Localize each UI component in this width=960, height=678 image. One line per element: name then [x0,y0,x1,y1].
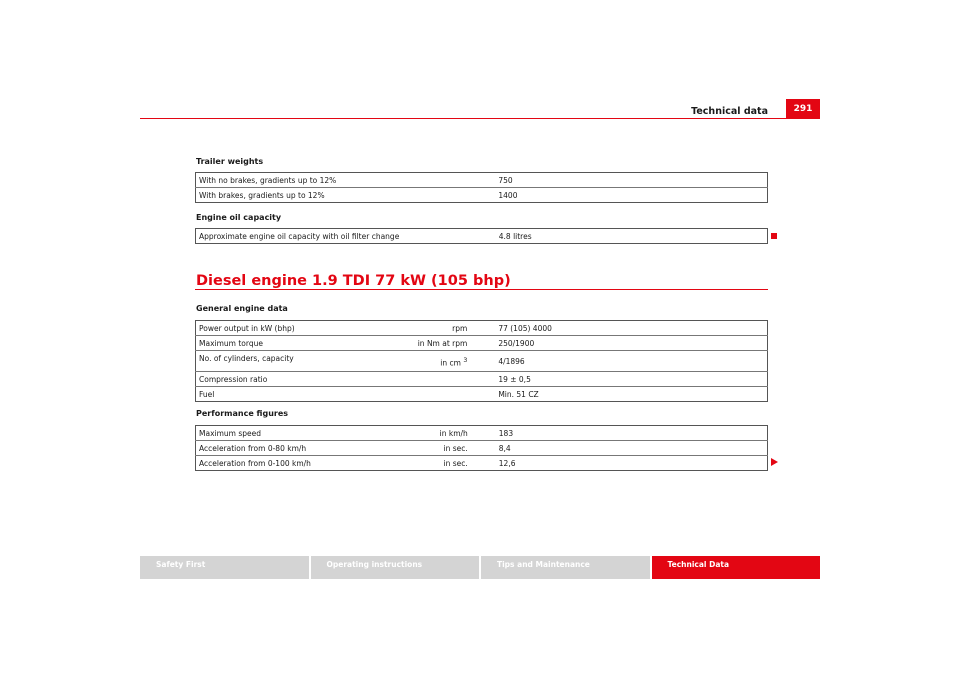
performance-figures-label: Performance figures [196,409,289,418]
row-label: Maximum speed in km/h [196,426,471,441]
row-value: 8,4 [471,441,768,456]
row-value: 1400 [498,190,518,200]
page-number: 291 [786,99,820,119]
row-value: 183 [471,426,768,441]
heading-rule [195,289,768,290]
trailer-weights-table [195,172,768,203]
engine-oil-table [195,228,768,244]
table-row [196,456,768,471]
tab-tips-and-maintenance[interactable]: Tips and Maintenance [479,556,650,579]
row-value: 4/1896 [470,351,767,372]
table-row [196,188,768,203]
row-value: 77 (105) 4000 [470,321,767,336]
row-label: Maximum torque in Nm at rpm [196,336,471,351]
table-row [196,229,768,244]
row-label: Acceleration from 0-100 km/h in sec. [199,458,468,468]
row-label: Acceleration from 0-80 km/h in sec. [196,441,471,456]
table-row [196,321,768,336]
row-value: Min. 51 CZ [498,389,539,399]
table-row [196,387,768,402]
tab-safety-first[interactable]: Safety First [140,556,309,579]
table-row [196,351,768,372]
header-rule [140,118,820,119]
tab-operating-instructions[interactable]: Operating instructions [309,556,480,579]
performance-figures-table [195,425,768,471]
general-engine-data-table [195,320,768,402]
section-end-marker-icon [771,233,777,239]
row-label: No. of cylinders, capacity in cm $^3$ [196,351,471,372]
footer-nav [140,556,820,579]
trailer-weights-label: Trailer weights [196,157,264,166]
section-heading: Diesel engine 1.9 TDI 77 kW (105 bhp) [196,273,511,289]
tab-technical-data[interactable]: Technical Data [650,556,821,579]
row-label: Fuel [199,389,215,399]
row-value: 4.8 litres [498,231,532,241]
row-value: 19 ± 0,5 [470,372,767,387]
table-row [196,372,768,387]
table-row [196,441,768,456]
continue-arrow-icon [771,458,778,466]
row-label: With brakes, gradients up to 12% [199,190,325,200]
row-value: 12,6 [498,458,516,468]
row-label: Approximate engine oil capacity with oil filter change [199,231,400,241]
table-row [196,426,768,441]
row-label: Power output in kW (bhp) rpm [196,321,471,336]
table-row [196,173,768,188]
row-label: Compression ratio [196,372,471,387]
row-value: 250/1900 [470,336,767,351]
row-value: 750 [470,173,767,188]
general-engine-data-label: General engine data [196,304,288,313]
page-title: Technical data [691,106,768,117]
engine-oil-label: Engine oil capacity [196,213,282,222]
table-row [196,336,768,351]
row-label: With no brakes, gradients up to 12% [196,173,471,188]
